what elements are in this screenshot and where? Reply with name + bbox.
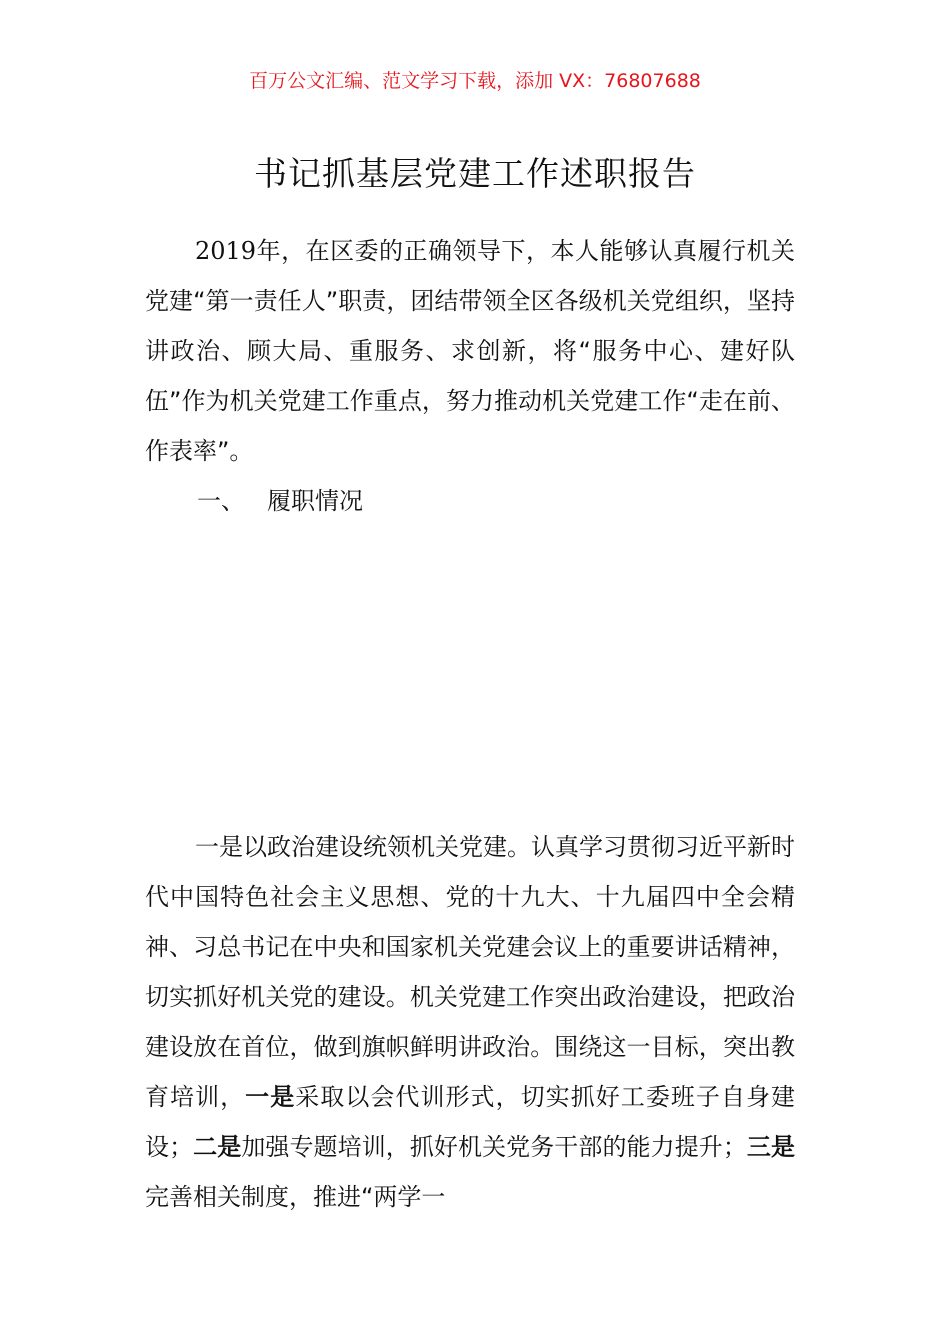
body-block-2 <box>145 822 795 1222</box>
emphasis-second: 二是 <box>193 1133 242 1161</box>
emphasis-first: 一是 <box>245 1083 296 1111</box>
paragraph-political-building <box>145 822 795 1222</box>
intro-year: 2019 <box>195 237 257 265</box>
emphasis-third: 三是 <box>746 1133 796 1161</box>
para-text: 完善相关制度，推进“两学一 <box>145 1183 446 1211</box>
intro-block <box>145 226 795 526</box>
intro-text: 年，在区委的正确领导下，本人能够认真履行机关党建“第一责任人”职责，团结带领全区各级机关党组织，坚持讲政治、顾大局、重服务、求创新，将“服务中心、建好队伍”作为机关党建工作重点，努力推动机关党建工作“走在前、作表率”。 <box>145 237 795 465</box>
para-text: 加强专题培训，抓好机关党务干部的能力提升； <box>241 1133 747 1161</box>
para-text: 一是以政治建设统领机关党建。认真学习贯彻习近平新时代中国特色社会主义思想、党的十九大、十九届四中全会精神、习总书记在中央和国家机关党建会议上的重要讲话精神，切实抓好机关党的建设。机关党建工作突出政治建设，把政治建设放在首位，做到旗帜鲜明讲政治。围绕这一目标，突出教育培训， <box>145 833 795 1111</box>
document-title: 书记抓基层党建工作述职报告 <box>254 154 696 194</box>
para-text: 采取以会代训形式，切实抓好工委班子自身建设； <box>145 1083 796 1161</box>
section-title: 履职情况 <box>267 487 363 515</box>
section-heading-1 <box>145 476 795 526</box>
intro-paragraph <box>145 226 795 476</box>
section-number: 一、 <box>197 487 245 515</box>
header-note: 百万公文汇编、范文学习下载，添加 VX：76807688 <box>249 70 701 92</box>
